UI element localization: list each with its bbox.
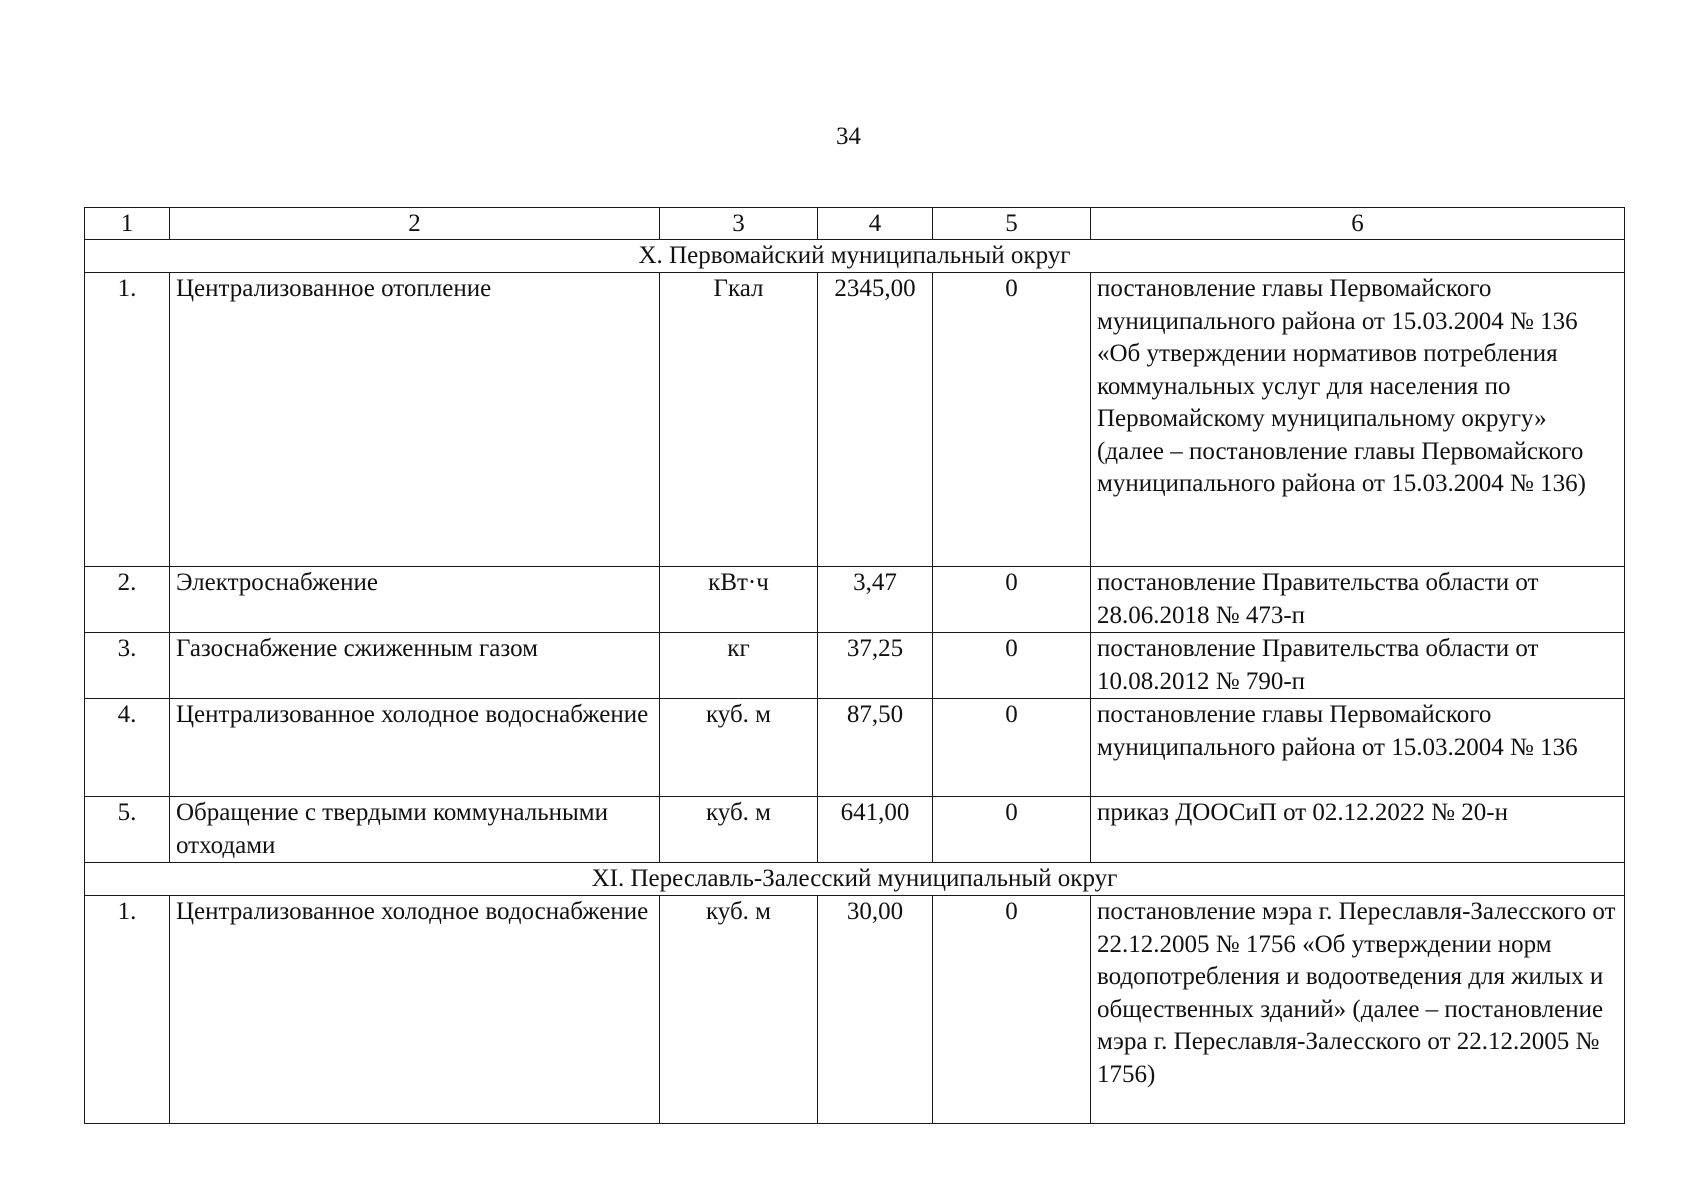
column-header: 1 xyxy=(85,208,170,240)
legal-document: постановление мэра г. Переславля-Залесского от 22.12.2005 № 1756 «Об утверждении норм водопотребления и водоотведения для жилых и общественных зданий» (далее – постановление мэра г. Переславля-Залесского от 22.12.2005 № 1756) xyxy=(1091,896,1625,1124)
unit: куб. м xyxy=(660,699,818,797)
row-number: 1. xyxy=(85,896,170,1124)
table-row xyxy=(85,633,1625,699)
column-header: 5 xyxy=(933,208,1091,240)
service-name: Обращение с твердыми коммунальными отходами xyxy=(170,797,660,863)
column-5-value: 0 xyxy=(933,273,1091,567)
row-number: 3. xyxy=(85,633,170,699)
legal-document: приказ ДООСиП от 02.12.2022 № 20-н xyxy=(1091,797,1625,863)
table-row xyxy=(85,567,1625,633)
table-row xyxy=(85,797,1625,863)
legal-document: постановление Правительства области от 28.06.2018 № 473-п xyxy=(1091,567,1625,633)
norm-value: 87,50 xyxy=(818,699,933,797)
norm-value: 3,47 xyxy=(818,567,933,633)
section-title: X. Первомайский муниципальный округ xyxy=(85,240,1625,273)
unit: кВт·ч xyxy=(660,567,818,633)
row-number: 2. xyxy=(85,567,170,633)
service-name: Централизованное холодное водоснабжение xyxy=(170,699,660,797)
norm-value: 30,00 xyxy=(818,896,933,1124)
column-header: 3 xyxy=(660,208,818,240)
unit: Гкал xyxy=(660,273,818,567)
row-number: 1. xyxy=(85,273,170,567)
row-number: 5. xyxy=(85,797,170,863)
table-row xyxy=(85,273,1625,567)
column-header: 2 xyxy=(170,208,660,240)
unit: кг xyxy=(660,633,818,699)
column-number-row xyxy=(85,208,1625,240)
column-5-value: 0 xyxy=(933,896,1091,1124)
column-header: 6 xyxy=(1091,208,1625,240)
legal-document: постановление главы Первомайского муниципального района от 15.03.2004 № 136 «Об утверждении нормативов потребления коммунальных услуг для населения по Первомайскому муниципальному округу» (далее – постановление главы Первомайского муниципального района от 15.03.2004 № 136) xyxy=(1091,273,1625,567)
column-5-value: 0 xyxy=(933,699,1091,797)
column-5-value: 0 xyxy=(933,633,1091,699)
table-row xyxy=(85,699,1625,797)
column-5-value: 0 xyxy=(933,567,1091,633)
section-header-row xyxy=(85,240,1625,273)
norm-value: 37,25 xyxy=(818,633,933,699)
column-header: 4 xyxy=(818,208,933,240)
legal-document: постановление главы Первомайского муниципального района от 15.03.2004 № 136 xyxy=(1091,699,1625,797)
row-number: 4. xyxy=(85,699,170,797)
table-row xyxy=(85,896,1625,1124)
section-header-row xyxy=(85,863,1625,896)
norm-value: 2345,00 xyxy=(818,273,933,567)
norms-table xyxy=(84,207,1625,1124)
service-name: Газоснабжение сжиженным газом xyxy=(170,633,660,699)
page-number: 34 xyxy=(836,123,861,150)
column-5-value: 0 xyxy=(933,797,1091,863)
service-name: Электроснабжение xyxy=(170,567,660,633)
service-name: Централизованное холодное водоснабжение xyxy=(170,896,660,1124)
unit: куб. м xyxy=(660,797,818,863)
section-title: XI. Переславль-Залесский муниципальный округ xyxy=(85,863,1625,896)
norm-value: 641,00 xyxy=(818,797,933,863)
service-name: Централизованное отопление xyxy=(170,273,660,567)
legal-document: постановление Правительства области от 10.08.2012 № 790-п xyxy=(1091,633,1625,699)
unit: куб. м xyxy=(660,896,818,1124)
